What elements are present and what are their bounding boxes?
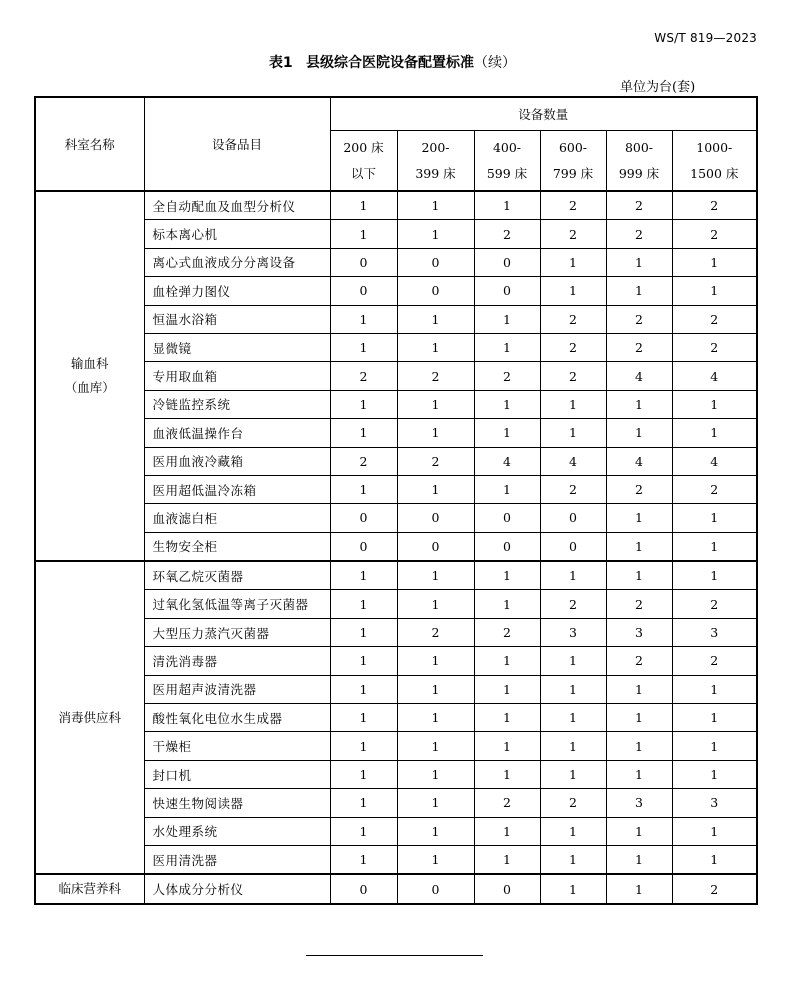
quantity-cell: 0 [540,532,606,561]
table-row [35,333,757,361]
bed-range-line1: 200- [421,139,450,155]
quantity-cell: 0 [397,504,474,532]
quantity-cell: 1 [672,817,757,845]
quantity-cell: 4 [672,447,757,475]
quantity-cell: 1 [672,277,757,305]
table-row [35,704,757,732]
quantity-cell: 4 [540,447,606,475]
quantity-cell: 2 [397,362,474,390]
quantity-cell: 1 [606,732,672,760]
quantity-cell: 2 [672,647,757,675]
equipment-item: 干燥柜 [144,732,330,760]
table-row [35,732,757,760]
header-bed-range [672,131,757,192]
quantity-cell: 2 [606,590,672,618]
quantity-cell: 2 [540,362,606,390]
table-row [35,760,757,788]
quantity-cell: 1 [330,475,397,503]
quantity-cell: 1 [397,191,474,220]
quantity-cell: 2 [606,647,672,675]
quantity-cell: 2 [672,191,757,220]
footer-divider [306,955,483,956]
quantity-cell: 1 [397,789,474,817]
equipment-item: 医用血液冷藏箱 [144,447,330,475]
quantity-cell: 1 [330,220,397,248]
quantity-cell: 2 [397,618,474,646]
quantity-cell: 1 [606,561,672,590]
department-cell [35,874,144,903]
department-subname: （血库） [64,380,115,396]
table-row [35,277,757,305]
quantity-cell: 1 [540,732,606,760]
table-row [35,845,757,874]
quantity-cell: 1 [474,191,540,220]
header-bed-range [330,131,397,192]
quantity-cell: 1 [397,675,474,703]
equipment-item: 医用超低温冷冻箱 [144,475,330,503]
quantity-cell: 1 [397,475,474,503]
header-quantity: 设备数量 [330,97,757,131]
quantity-cell: 1 [606,248,672,276]
quantity-cell: 2 [606,191,672,220]
quantity-cell: 3 [540,618,606,646]
quantity-cell: 2 [540,590,606,618]
quantity-cell: 1 [474,390,540,418]
quantity-cell: 1 [397,305,474,333]
quantity-cell: 4 [672,362,757,390]
quantity-cell: 1 [330,390,397,418]
table-title-continuation: （续） [474,55,517,71]
quantity-cell: 1 [672,675,757,703]
quantity-cell: 0 [397,874,474,903]
quantity-cell: 1 [606,390,672,418]
quantity-cell: 2 [672,590,757,618]
quantity-cell: 1 [330,305,397,333]
quantity-cell: 2 [540,305,606,333]
equipment-item: 显微镜 [144,333,330,361]
quantity-cell: 2 [330,362,397,390]
standard-number: WS/T 819—2023 [654,31,757,45]
quantity-cell: 2 [540,220,606,248]
table-row [35,590,757,618]
quantity-cell: 2 [672,333,757,361]
quantity-cell: 3 [672,789,757,817]
equipment-item: 标本离心机 [144,220,330,248]
quantity-cell: 4 [474,447,540,475]
equipment-table [34,96,758,905]
equipment-item: 医用超声波清洗器 [144,675,330,703]
department-name: 消毒供应科 [58,709,121,725]
quantity-cell: 0 [330,504,397,532]
quantity-cell: 1 [330,732,397,760]
department-cell [35,561,144,874]
quantity-cell: 2 [474,789,540,817]
quantity-cell: 1 [540,704,606,732]
table-row [35,532,757,561]
quantity-cell: 0 [397,532,474,561]
header-bed-range [397,131,474,192]
quantity-cell: 1 [474,590,540,618]
quantity-cell: 2 [672,475,757,503]
quantity-cell: 2 [606,305,672,333]
quantity-cell: 1 [330,191,397,220]
quantity-cell: 1 [672,248,757,276]
quantity-cell: 1 [330,333,397,361]
quantity-cell: 1 [540,390,606,418]
equipment-item: 水处理系统 [144,817,330,845]
header-department: 科室名称 [35,97,144,191]
quantity-cell: 1 [540,817,606,845]
table-title-text: 县级综合医院设备配置标准 [306,55,475,71]
quantity-cell: 1 [397,390,474,418]
quantity-cell: 2 [540,789,606,817]
quantity-cell: 1 [540,277,606,305]
quantity-cell: 1 [330,419,397,447]
quantity-cell: 3 [606,618,672,646]
quantity-cell: 1 [397,220,474,248]
quantity-cell: 1 [397,647,474,675]
quantity-cell: 1 [474,419,540,447]
quantity-cell: 1 [606,675,672,703]
quantity-cell: 3 [672,618,757,646]
quantity-cell: 0 [540,504,606,532]
equipment-item: 过氧化氢低温等离子灭菌器 [144,590,330,618]
quantity-cell: 1 [397,590,474,618]
quantity-cell: 1 [330,760,397,788]
quantity-cell: 2 [606,475,672,503]
quantity-cell: 1 [474,475,540,503]
equipment-item: 环氧乙烷灭菌器 [144,561,330,590]
quantity-cell: 1 [606,845,672,874]
equipment-item: 生物安全柜 [144,532,330,561]
quantity-cell: 1 [606,532,672,561]
quantity-cell: 1 [540,760,606,788]
quantity-cell: 2 [540,475,606,503]
quantity-cell: 1 [397,419,474,447]
table-row [35,817,757,845]
equipment-item: 酸性氧化电位水生成器 [144,704,330,732]
quantity-cell: 1 [397,333,474,361]
table-row [35,789,757,817]
equipment-item: 医用清洗器 [144,845,330,874]
quantity-cell: 2 [330,447,397,475]
header-bed-range [540,131,606,192]
bed-range-line2: 以下 [350,165,376,181]
bed-range-line2: 599 床 [486,165,528,181]
equipment-item: 血液低温操作台 [144,419,330,447]
table-title [0,52,785,72]
table-row [35,618,757,646]
quantity-cell: 1 [330,845,397,874]
table-row [35,561,757,590]
equipment-item: 冷链监控系统 [144,390,330,418]
bed-range-line1: 800- [624,139,654,155]
quantity-cell: 1 [540,675,606,703]
quantity-cell: 1 [606,704,672,732]
bed-range-line2: 999 床 [618,165,660,181]
quantity-cell: 1 [672,760,757,788]
quantity-cell: 2 [672,305,757,333]
table-row [35,419,757,447]
bed-range-line1: 1000- [696,139,733,155]
equipment-item: 血液滤白柜 [144,504,330,532]
quantity-cell: 1 [474,333,540,361]
table-row [35,647,757,675]
quantity-cell: 1 [330,704,397,732]
quantity-cell: 1 [672,561,757,590]
equipment-item: 离心式血液成分分离设备 [144,248,330,276]
bed-range-line1: 200 床 [343,139,384,155]
quantity-cell: 1 [540,845,606,874]
quantity-cell: 1 [606,504,672,532]
quantity-cell: 0 [397,248,474,276]
quantity-cell: 1 [330,817,397,845]
quantity-cell: 1 [474,845,540,874]
quantity-cell: 1 [540,561,606,590]
quantity-cell: 1 [397,817,474,845]
quantity-cell: 0 [330,532,397,561]
department-cell [35,191,144,561]
quantity-cell: 1 [397,760,474,788]
quantity-cell: 1 [672,845,757,874]
quantity-cell: 1 [474,561,540,590]
header-bed-range [606,131,672,192]
quantity-cell: 2 [474,220,540,248]
equipment-item: 大型压力蒸汽灭菌器 [144,618,330,646]
equipment-item: 人体成分分析仪 [144,874,330,903]
quantity-cell: 1 [330,618,397,646]
table-row [35,191,757,220]
quantity-cell: 0 [330,277,397,305]
header-bed-range [474,131,540,192]
quantity-cell: 1 [540,419,606,447]
equipment-item: 全自动配血及血型分析仪 [144,191,330,220]
quantity-cell: 1 [606,817,672,845]
bed-range-line1: 400- [492,139,522,155]
quantity-cell: 1 [474,675,540,703]
quantity-cell: 0 [474,277,540,305]
quantity-cell: 2 [397,447,474,475]
quantity-cell: 0 [474,504,540,532]
quantity-cell: 1 [474,305,540,333]
quantity-cell: 1 [540,647,606,675]
quantity-cell: 1 [330,561,397,590]
equipment-item: 封口机 [144,760,330,788]
quantity-cell: 1 [540,874,606,903]
equipment-item: 恒温水浴箱 [144,305,330,333]
quantity-cell: 1 [672,704,757,732]
quantity-cell: 1 [540,248,606,276]
table-row [35,390,757,418]
quantity-cell: 1 [397,704,474,732]
quantity-cell: 0 [474,248,540,276]
table-row [35,475,757,503]
quantity-cell: 4 [606,447,672,475]
quantity-cell: 1 [330,675,397,703]
quantity-cell: 0 [397,277,474,305]
quantity-cell: 2 [672,874,757,903]
quantity-cell: 1 [606,760,672,788]
quantity-cell: 1 [397,845,474,874]
table-row [35,362,757,390]
quantity-cell: 1 [672,732,757,760]
quantity-cell: 1 [672,419,757,447]
table-label: 表1 [268,55,293,71]
unit-note: 单位为台(套) [620,80,696,95]
quantity-cell: 1 [474,732,540,760]
equipment-item: 快速生物阅读器 [144,789,330,817]
equipment-item: 专用取血箱 [144,362,330,390]
quantity-cell: 1 [672,532,757,561]
bed-range-line2: 799 床 [552,165,594,181]
quantity-cell: 1 [606,277,672,305]
quantity-cell: 1 [606,419,672,447]
quantity-cell: 0 [330,248,397,276]
department-name: 输血科 [70,356,109,372]
quantity-cell: 2 [540,191,606,220]
bed-range-line1: 600- [558,139,588,155]
quantity-cell: 2 [540,333,606,361]
header-equipment: 设备品目 [144,97,330,191]
quantity-cell: 1 [672,390,757,418]
equipment-item: 血栓弹力图仪 [144,277,330,305]
quantity-cell: 0 [474,874,540,903]
quantity-cell: 1 [672,504,757,532]
quantity-cell: 2 [606,333,672,361]
bed-range-line2: 1500 床 [690,165,739,181]
table-row [35,874,757,903]
quantity-cell: 1 [330,789,397,817]
quantity-cell: 2 [474,362,540,390]
quantity-cell: 1 [474,704,540,732]
quantity-cell: 1 [397,732,474,760]
quantity-cell: 1 [397,561,474,590]
quantity-cell: 4 [606,362,672,390]
quantity-cell: 1 [330,590,397,618]
quantity-cell: 1 [474,647,540,675]
table-row [35,248,757,276]
quantity-cell: 2 [474,618,540,646]
quantity-cell: 1 [474,817,540,845]
department-name: 临床营养科 [58,881,121,897]
quantity-cell: 0 [330,874,397,903]
quantity-cell: 0 [474,532,540,561]
quantity-cell: 2 [672,220,757,248]
quantity-cell: 3 [606,789,672,817]
table-row [35,305,757,333]
quantity-cell: 1 [330,647,397,675]
table-row [35,220,757,248]
table-row [35,447,757,475]
equipment-item: 清洗消毒器 [144,647,330,675]
quantity-cell: 2 [606,220,672,248]
quantity-cell: 1 [606,874,672,903]
bed-range-line2: 399 床 [415,165,456,181]
quantity-cell: 1 [474,760,540,788]
table-row [35,504,757,532]
table-row [35,675,757,703]
